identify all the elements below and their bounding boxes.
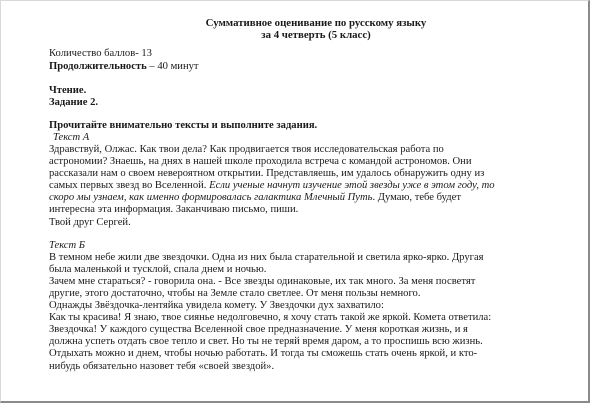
text-b-line: В темном небе жили две звездочки. Одна из них была старательной и светила ярко-ярко. Другая [49, 251, 484, 263]
text-a-line [49, 192, 583, 204]
text-a-line [49, 180, 583, 192]
text-b-line: другие, этого достаточно, чтобы на Земле стало светлее. От меня пользы немного. [49, 288, 421, 299]
text-b-line: Как ты красива! Я знаю, твое сиянье недолговечно, я хочу стать такой же яркой. Комета ответила: [49, 312, 492, 324]
text-b-line: Однажды Звёздочка-лентяйка увидела комету. У Звездочки дух захватило: [49, 300, 384, 312]
text-a-line4-italic: Если ученые начнут изучение этой звезды уже в этом году, то [209, 180, 495, 192]
document-content [49, 17, 583, 373]
text-a-line: интересна эта информация. Заканчиваю письмо, пиши. [49, 204, 299, 216]
text-a-line: Здравствуй, Олжас. Как твои дела? Как продвигается твоя исследовательская работа по [49, 143, 444, 155]
text-b-line: должна успеть отдать свое тепло и свет. Но ты не теряй время даром, а то проспишь всю жизнь. [49, 336, 483, 348]
document-subtitle: за 4 четверть (5 класс) [261, 29, 371, 42]
text-b-line: Зачем мне стараться? - говорила она. - Все звезды одинаковые, их так много. За меня посветят [49, 275, 476, 287]
text-a-line: астрономии? Знаешь, на днях в нашей школе проходила встреча с командой астрономов. Они [49, 156, 472, 168]
text-a-heading: Текст А [53, 131, 90, 143]
score-line: Количество баллов- 13 [49, 48, 152, 60]
duration-line [49, 61, 583, 73]
duration-label: Продолжительность [49, 60, 147, 72]
text-a-line5-italic: скоро мы узнаем, как именно формировалась галактика Млечный Путь [49, 192, 373, 204]
text-a-signature: Твой друг Сергей. [49, 216, 131, 228]
section-reading: Чтение. [49, 84, 87, 96]
text-b-line: была маленькой и тусклой, спала днем и ночью. [49, 263, 267, 275]
task-number: Задание 2. [49, 96, 99, 108]
document-title: Суммативное оценивание по русскому языку [205, 17, 427, 29]
text-a-line5-normal: . Думаю, тебе будет [372, 192, 461, 204]
duration-value: – 40 минут [146, 60, 199, 72]
text-b-line: Отдыхать можно и днем, чтобы ночью работать. И тогда ты сможешь стать очень яркой, и кто- [49, 348, 478, 360]
text-b-line: нибудь обязательно назовет тебя «своей звездой». [49, 360, 275, 372]
text-a-line4-normal: самых первых звезд во Вселенной. [49, 180, 210, 192]
text-b-heading: Текст Б [49, 239, 86, 251]
task-instruction: Прочитайте внимательно тексты и выполните задания. [49, 119, 318, 131]
text-b-line: Звездочка! У каждого существа Вселенной свое предназначение. У меня короткая жизнь, и я [49, 324, 468, 336]
text-a-line: рассказали нам о своем невероятном открытии. Представляешь, им удалось обнаружить одну из [49, 168, 485, 180]
